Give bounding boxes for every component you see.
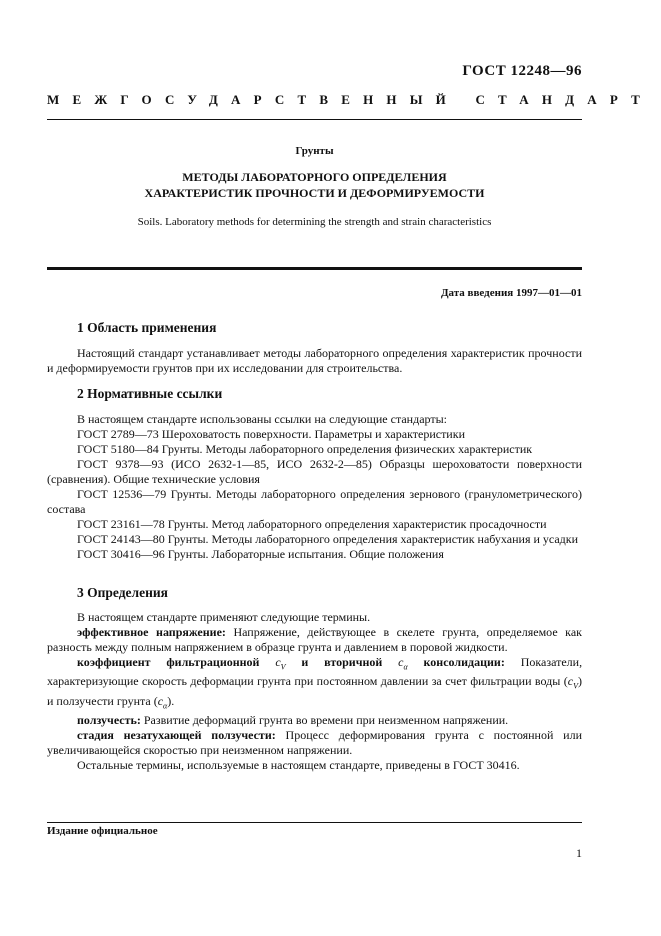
definition-text: Развитие деформаций грунта во времени при неизменном напряжении. bbox=[143, 713, 509, 728]
definitions-closing: Остальные термины, используемые в настоящем стандарте, приведены в ГОСТ 30416. bbox=[77, 758, 520, 773]
definition-text: ) и ползучести грунта ( bbox=[47, 674, 582, 708]
scope-text: Настоящий стандарт устанавливает методы лабораторного определения характеристик прочности и деформируемости грунтов при их исследовании для строительства. bbox=[47, 346, 582, 375]
reference-item: ГОСТ 5180—84 Грунты. Методы лабораторного определения физических характеристик bbox=[77, 442, 533, 456]
reference-item: ГОСТ 24143—80 Грунты. Методы лабораторного определения характеристик набухания и усадки bbox=[77, 532, 579, 546]
term-consolidation-b: и вторичной bbox=[301, 655, 383, 669]
definition-text: ). bbox=[167, 693, 175, 708]
term-consolidation-a: коэффициент фильтрационной bbox=[77, 655, 260, 669]
standard-type-heading: МЕЖГОСУДАРСТВЕННЫЙ СТАНДАРТ bbox=[47, 92, 654, 107]
page-number: 1 bbox=[576, 846, 582, 860]
definitions-list bbox=[47, 610, 582, 773]
symbol-calpha-inline: $c_\alpha$ bbox=[157, 693, 168, 711]
main-title-line-2: ХАРАКТЕРИСТИК ПРОЧНОСТИ И ДЕФОРМИРУЕМОСТИ bbox=[144, 186, 485, 200]
references-list bbox=[47, 412, 582, 562]
header-divider bbox=[47, 119, 582, 120]
term-creep: ползучесть: bbox=[77, 713, 141, 728]
symbol-cv-inline: $c_V$ bbox=[567, 674, 578, 691]
definition-effective-stress bbox=[47, 625, 582, 655]
introduction-date: Дата введения 1997—01—01 bbox=[440, 287, 582, 299]
definition-undamped-creep bbox=[47, 728, 582, 758]
definition-text: Напряжение, действующее в скелете грунта, определяемое как разность между полным напряжением в образце грунта и давлением в поровой жидкости. bbox=[47, 625, 582, 654]
english-title: Soils. Laboratory methods for determining the strength and strain characteristics bbox=[137, 216, 492, 228]
reference-item: ГОСТ 30416—96 Грунты. Лабораторные испытания. Общие положения bbox=[77, 547, 444, 561]
footer-divider bbox=[47, 822, 582, 823]
definition-consolidation bbox=[47, 655, 582, 713]
section-2-heading: 2 Нормативные ссылки bbox=[77, 386, 223, 401]
term-consolidation-c: консолидации: bbox=[423, 655, 505, 669]
references-intro: В настоящем стандарте использованы ссылки на следующие стандарты: bbox=[77, 412, 448, 426]
definition-creep bbox=[47, 713, 582, 728]
term-effective-stress: эффективное напряжение: bbox=[77, 625, 226, 639]
title-divider bbox=[47, 267, 582, 270]
section-1-heading: 1 Область применения bbox=[77, 320, 217, 335]
reference-item: ГОСТ 9378—93 (ИСО 2632-1—85, ИСО 2632-2—85) Образцы шероховатости поверхности (сравнения). Общие технические условия bbox=[47, 457, 582, 486]
subject-title: Грунты bbox=[295, 145, 334, 157]
section-1-text bbox=[47, 346, 582, 376]
section-3-heading: 3 Определения bbox=[77, 585, 168, 600]
definition-text: Показатели, характеризующие скорость деформации грунта при постоянном давлении за счет фильтрации воды ( bbox=[47, 655, 583, 689]
definition-text: Процесс деформирования грунта с постоянной или увеличивающейся скоростью при неизменном напряжении. bbox=[47, 728, 582, 758]
main-title-line-1: МЕТОДЫ ЛАБОРАТОРНОГО ОПРЕДЕЛЕНИЯ bbox=[182, 170, 447, 184]
edition-label: Издание официальное bbox=[47, 825, 158, 837]
document-number: ГОСТ 12248—96 bbox=[462, 63, 582, 79]
definitions-intro: В настоящем стандарте применяют следующие термины. bbox=[77, 610, 371, 624]
symbol-cv: $c_V$ bbox=[275, 655, 286, 672]
reference-item: ГОСТ 2789—73 Шероховатость поверхности. Параметры и характеристики bbox=[77, 427, 465, 441]
reference-item: ГОСТ 12536—79 Грунты. Методы лабораторного определения зернового (гранулометрического) состава bbox=[47, 487, 582, 516]
main-title bbox=[47, 169, 582, 201]
symbol-calpha: $c_\alpha$ bbox=[398, 655, 408, 672]
term-undamped-creep: стадия незатухающей ползучести: bbox=[77, 728, 276, 743]
reference-item: ГОСТ 23161—78 Грунты. Метод лабораторного определения характеристик просадочности bbox=[77, 517, 547, 531]
